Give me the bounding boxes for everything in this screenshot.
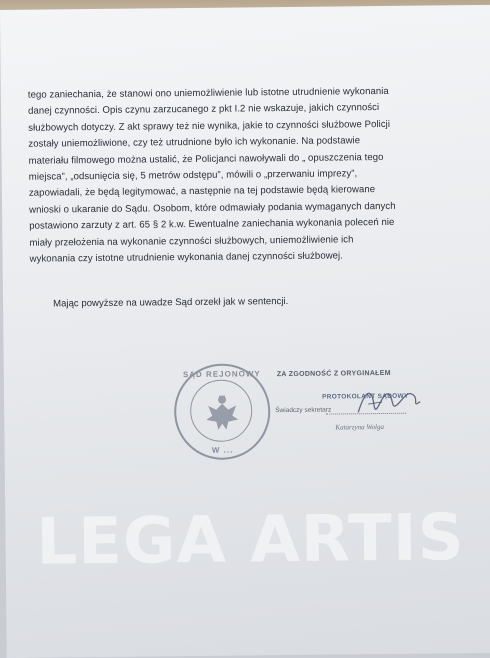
- court-seal: [174, 363, 271, 460]
- document-page: [0, 5, 490, 658]
- text-line: miejsca”, „odsunięcia się, 5 metrów odstępu”, mówili o „przerwaniu imprezy”,: [28, 168, 358, 183]
- certification-stamp: ZA ZGODNOŚĆ Z ORYGINAŁEM: [276, 369, 391, 379]
- closing-sentence: Mając powyższe na uwadze Sąd orzekł jak w sentencji.: [53, 295, 289, 310]
- text-line: służbowych dotyczy. Z akt sprawy też nie wynika, jakie to czynności służbowe Policji: [28, 118, 391, 134]
- signature-label: Świadczy sekretarz: [275, 406, 332, 415]
- text-line: zapowiadali, że będą legitymować, a następnie na tej podstawie będą kierowane: [28, 184, 376, 200]
- text-line: materiału filmowego można ustalić, że Policjanci nawoływali do „ opuszczenia tego: [28, 151, 384, 167]
- text-line: zostały uniemożliwione, czy też utrudnione było ich wykonanie. Na podstawie: [28, 135, 361, 150]
- text-line: danej czynności. Opis czynu zarzucanego z pkt I.2 nie wskazuje, jakich czynności: [28, 102, 380, 118]
- seal-text-top: SĄD REJONOWY: [182, 369, 261, 380]
- clerk-name-stamp: Katarzyna Wolga: [335, 423, 384, 432]
- text-line: wykonania czy istotne utrudnienie wykonania danej czynności służbowej.: [29, 250, 343, 265]
- seal-text-bottom: W ...: [211, 445, 234, 455]
- handwritten-signature-icon: [354, 382, 424, 423]
- text-line: postawiono zarzuty z art. 65 § 2 k.w. Ewentualne zaniechania wykonania poleceń nie: [29, 217, 395, 232]
- text-line: miały przełożenia na wykonanie czynności służbowych, uniemożliwienie ich: [29, 233, 354, 249]
- clerk-role-stamp: PROTOKOLANT SĄDOWY: [322, 392, 409, 401]
- eagle-emblem-icon: [176, 365, 269, 458]
- text-line: wnioski o ukaranie do Sądu. Osobom, które odmawiały podania wymaganych danych: [29, 200, 396, 216]
- reasoning-paragraph: [28, 83, 448, 268]
- text-line: tego zaniechania, że stanowi ono uniemożliwienie lub istotne utrudnienie wykonania: [27, 85, 389, 101]
- watermark-text: LEGA ARTIS: [36, 501, 466, 580]
